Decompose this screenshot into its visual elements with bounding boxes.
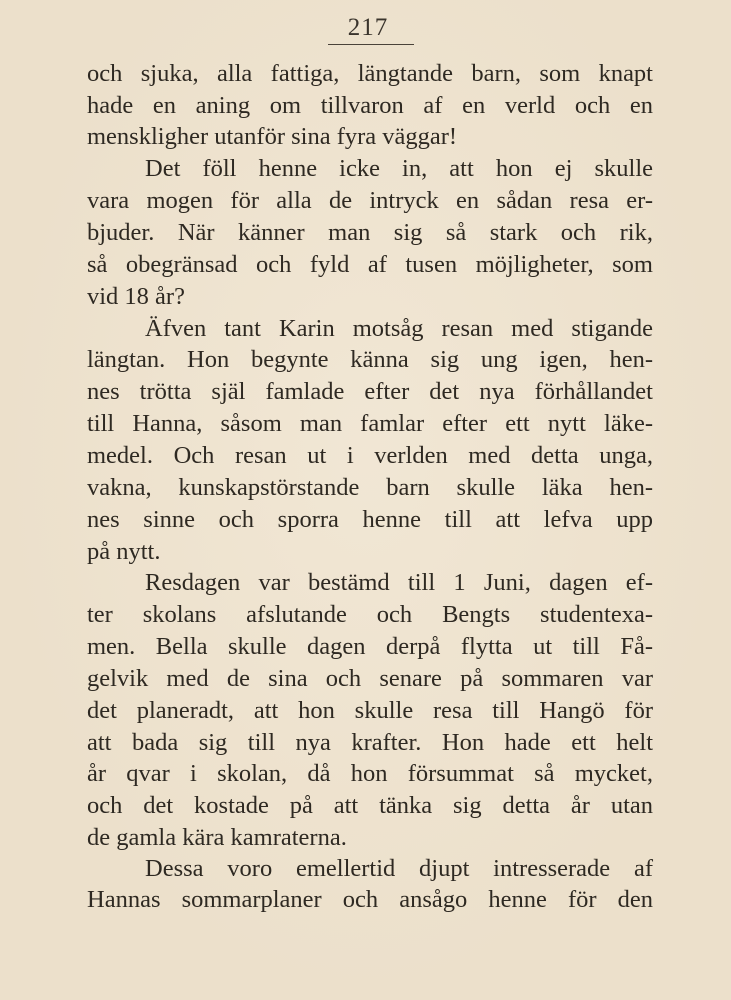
text-line: och det kostade på att tänka sig detta år utan <box>87 792 653 819</box>
text-line: Dessa voro emellertid djupt intresserade af <box>145 855 653 882</box>
text-line: vakna, kunskapstörstande barn skulle läka hen- <box>87 474 653 501</box>
text-line: Hannas sommarplaner och ansågo henne för den <box>87 886 653 913</box>
page-number: 217 <box>347 14 389 41</box>
text-line: år qvar i skolan, då hon försummat så mycket, <box>87 760 653 787</box>
text-line: gelvik med de sina och senare på sommaren var <box>87 665 653 692</box>
text-line: på nytt. <box>87 538 161 565</box>
text-line: menskligher utanför sina fyra väggar! <box>87 123 458 150</box>
text-line: vara mogen för alla de intryck en sådan resa er- <box>87 187 653 214</box>
text-line: längtan. Hon begynte känna sig ung igen, hen- <box>87 346 653 373</box>
page-number-rule <box>328 44 414 45</box>
text-line: Äfven tant Karin motsåg resan med stigande <box>145 315 653 342</box>
text-line: Resdagen var bestämd till 1 Juni, dagen ef- <box>145 569 653 596</box>
text-line: men. Bella skulle dagen derpå flytta ut till Få- <box>87 633 653 660</box>
text-line: nes trötta själ famlade efter det nya förhållandet <box>87 378 653 405</box>
text-line: att bada sig till nya krafter. Hon hade ett helt <box>87 729 653 756</box>
text-line: nes sinne och sporra henne till att lefva upp <box>87 506 653 533</box>
text-line: och sjuka, alla fattiga, längtande barn, som knapt <box>87 60 653 87</box>
text-line: vid 18 år? <box>87 283 185 310</box>
text-line: hade en aning om tillvaron af en verld och en <box>87 92 653 119</box>
text-line: så obegränsad och fyld af tusen möjligheter, som <box>87 251 653 278</box>
text-line: till Hanna, såsom man famlar efter ett nytt läke- <box>87 410 653 437</box>
text-line: medel. Och resan ut i verlden med detta unga, <box>87 442 653 469</box>
text-line: ter skolans afslutande och Bengts studentexa- <box>87 601 653 628</box>
text-line: de gamla kära kamraterna. <box>87 824 347 851</box>
text-line: det planeradt, att hon skulle resa till Hangö för <box>87 697 653 724</box>
text-line: Det föll henne icke in, att hon ej skulle <box>145 155 653 182</box>
text-line: bjuder. När känner man sig så stark och rik, <box>87 219 653 246</box>
